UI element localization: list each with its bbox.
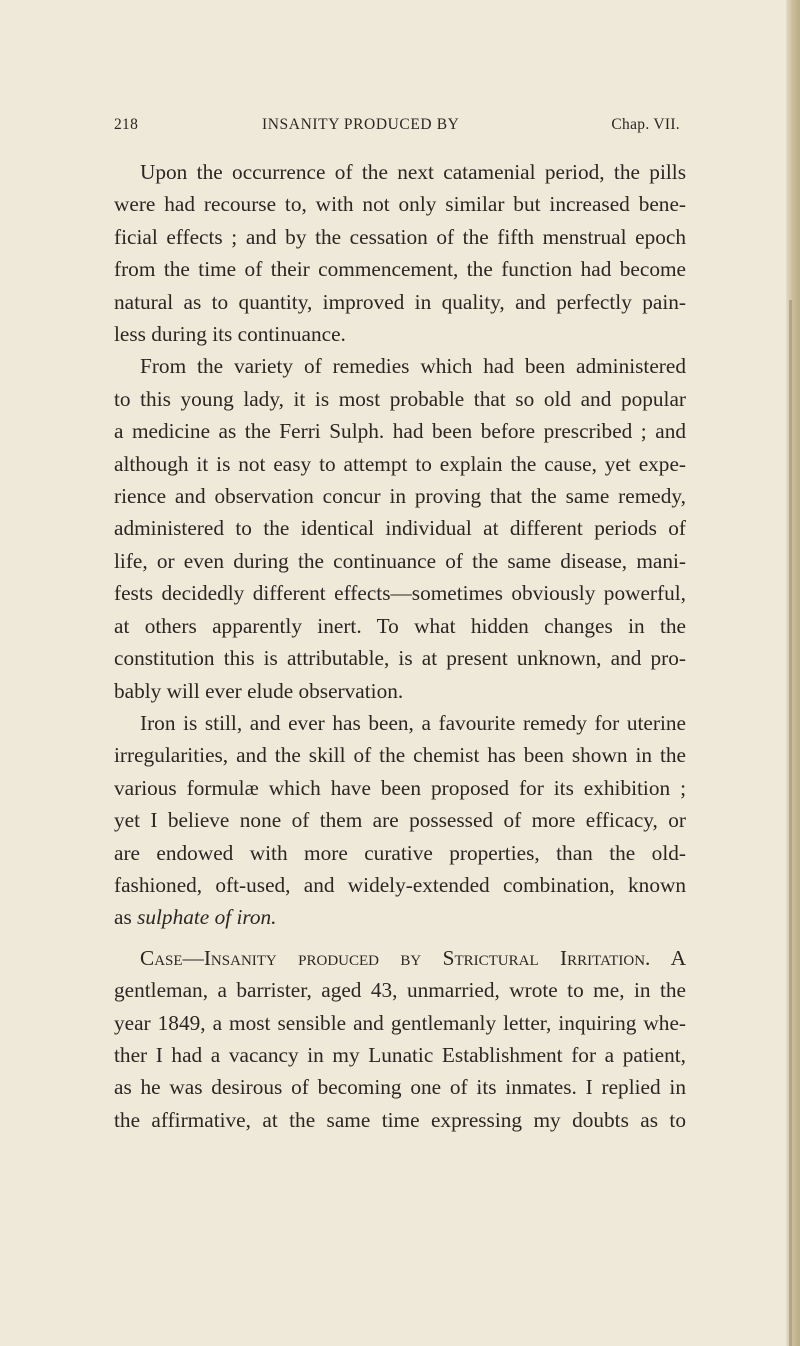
running-head	[114, 116, 680, 142]
text-line: ficial effects ; and by the cessation of the fifth menstrual epoch	[114, 224, 686, 249]
text-line: administered to the identical individual at different periods of	[114, 516, 686, 541]
text-line: from the time of their commencement, the function had become	[114, 257, 686, 282]
text-line: fashioned, oft-used, and widely-extended combination, known	[114, 872, 686, 897]
text-line: at others apparently inert. To what hidden changes in the	[114, 613, 686, 638]
text-line: the affirmative, at the same time expressing my doubts as to	[114, 1107, 686, 1132]
text-line: fests decidedly different effects—sometimes obviously powerful,	[114, 581, 686, 606]
text-line: year 1849, a most sensible and gentlemanly letter, inquiring whe-	[114, 1010, 686, 1035]
text-line: a medicine as the Ferri Sulph. had been before prescribed ; and	[114, 419, 686, 444]
binding-shadow	[789, 300, 792, 1346]
text-fragment: as	[114, 905, 132, 930]
text-line: less during its continuance.	[114, 322, 346, 347]
text-line	[114, 901, 686, 933]
chapter-label: Chap. VII.	[611, 116, 680, 133]
text-line: natural as to quantity, improved in quality, and perfectly pain-	[114, 289, 686, 314]
running-title: INSANITY PRODUCED BY	[262, 116, 460, 133]
text-line: bably will ever elude observation.	[114, 678, 404, 703]
section-gap	[114, 934, 686, 942]
text-line: life, or even during the continuance of the same disease, mani-	[114, 548, 686, 573]
text-line: gentleman, a barrister, aged 43, unmarried, wrote to me, in the	[114, 978, 686, 1003]
text-line: were had recourse to, with not only similar but increased bene-	[114, 192, 686, 217]
text-line: various formulæ which have been proposed for its exhibition ;	[114, 775, 686, 800]
text-line: From the variety of remedies which had been administered	[140, 354, 686, 379]
text-line: rience and observation concur in proving that the same remedy,	[114, 484, 686, 509]
text-line: constitution this is attributable, is at present unknown, and pro-	[114, 646, 686, 671]
text-line: are endowed with more curative properties, than the old-	[114, 840, 686, 865]
italic-term: sulphate of iron.	[137, 905, 277, 930]
text-line: Upon the occurrence of the next catamenial period, the pills	[140, 160, 686, 184]
text-line: Iron is still, and ever has been, a favourite remedy for uterine	[140, 710, 686, 735]
text-fragment: A	[670, 945, 686, 970]
case-heading-line	[114, 942, 686, 974]
text-line: although it is not easy to attempt to explain the cause, yet expe-	[114, 451, 686, 476]
text-line: to this young lady, it is most probable that so old and popular	[114, 386, 686, 411]
case-heading: Case—Insanity produced by Strictural Irritation.	[140, 945, 651, 970]
text-line: ther I had a vacancy in my Lunatic Establishment for a patient,	[114, 1042, 686, 1067]
text-line: as he was desirous of becoming one of its inmates. I replied in	[114, 1075, 686, 1100]
page-number: 218	[114, 116, 139, 133]
body-text	[114, 156, 686, 1136]
text-line: irregularities, and the skill of the chemist has been shown in the	[114, 743, 686, 768]
text-line: yet I believe none of them are possessed of more efficacy, or	[114, 808, 686, 833]
